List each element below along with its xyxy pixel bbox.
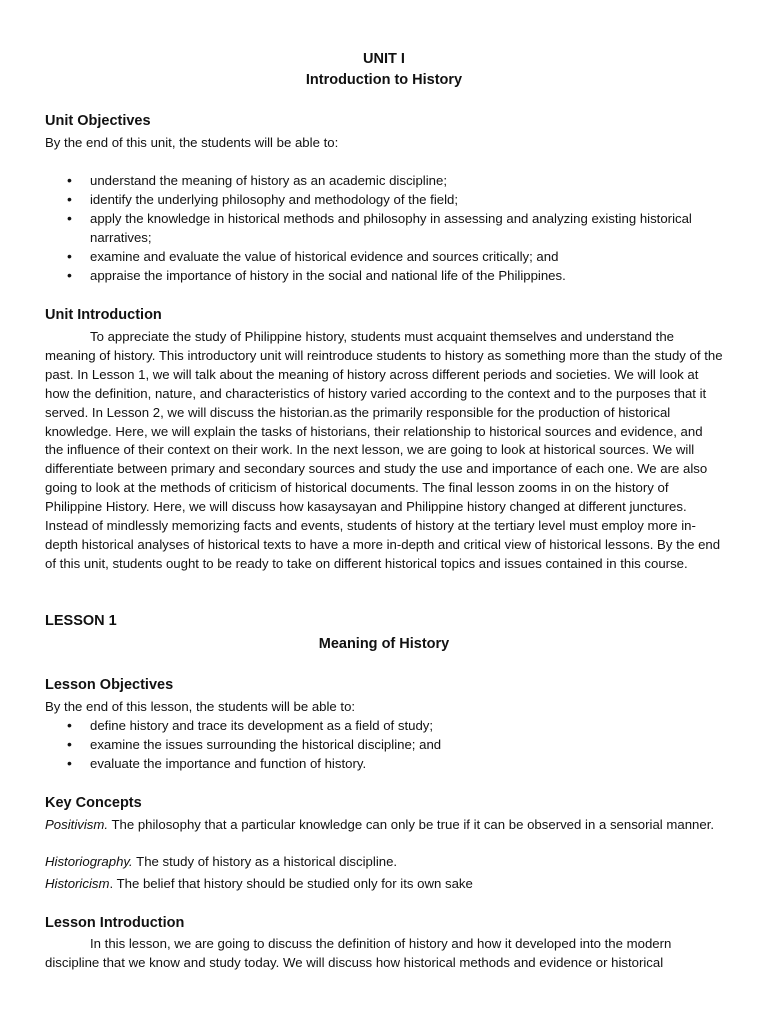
lesson-objectives-heading: Lesson Objectives: [45, 677, 174, 693]
list-item: • appraise the importance of history in the social and national life of the Philippines.: [45, 266, 725, 285]
lesson-label: LESSON 1: [45, 613, 117, 629]
key-concept-term: Historicism: [45, 876, 110, 891]
lesson-title: Meaning of History: [318, 636, 450, 652]
unit-introduction-body: [45, 328, 723, 574]
key-concept-term: Positivism.: [45, 817, 109, 832]
unit-introduction-text: To appreciate the study of Philippine history, students must acquaint themselves and understand the meaning of history. This introductory unit will reintroduce students to history as something more than the study of the past. In Lesson 1, we will talk about the meaning of history across different periods and societies. We will look at how the definition, nature, and characteristics of history varied according to the context and to the purposes that it served. In Lesson 2, we will discuss the historian.as the primarily responsible for the production of historical knowledge. Here, we will explain the tasks of historians, their relationship to historical sources and evidence, and the influence of their context on their work. In the next lesson, we are going to look at historical sources. We will differentiate between primary and secondary sources and study the use and importance of each one. We are also going to look at the methods of criticism of historical documents. The final lesson zooms in on the history of Philippine History. Here, we will discuss how kasaysayan and Philippine history changed at different junctures. Instead of mindlessly memorizing facts and events, students of history at the tertiary level must employ more in-depth historical analyses of historical texts to have a more in-depth and critical view of historical lessons. By the end of this unit, students ought to be ready to take on different historical topics and issues contained in this course.: [45, 329, 723, 571]
list-item: • identify the underlying philosophy and methodology of the field;: [45, 190, 725, 209]
key-concepts-heading: Key Concepts: [45, 795, 142, 811]
lesson-introduction-text: In this lesson, we are going to discuss the definition of history and how it developed into the modern discipline that we know and study today. We will discuss how historical methods and evidence or historical: [45, 936, 672, 970]
list-item: • examine the issues surrounding the historical discipline; and: [45, 735, 725, 754]
list-item: • define history and trace its development as a field of study;: [45, 716, 725, 735]
key-concept-definition: . The belief that history should be studied only for its own sake: [109, 876, 473, 891]
unit-introduction-heading: Unit Introduction: [45, 307, 162, 323]
unit-label: UNIT I: [363, 51, 405, 67]
unit-objectives-intro: By the end of this unit, the students will be able to:: [45, 135, 339, 150]
lesson-objectives-intro: By the end of this lesson, the students will be able to:: [45, 699, 356, 714]
key-concept-historicism: [45, 875, 725, 894]
list-item: • evaluate the importance and function of history.: [45, 754, 725, 773]
unit-title: Introduction to History: [305, 72, 463, 88]
lesson-objectives-list: [45, 716, 725, 773]
list-item: • apply the knowledge in historical methods and philosophy in assessing and analyzing existing historical narratives;: [45, 209, 725, 247]
unit-objectives-list: [45, 171, 725, 285]
key-concept-historiography: [45, 853, 725, 872]
lesson-introduction-body: [45, 935, 723, 973]
unit-objectives-heading: Unit Objectives: [45, 113, 151, 129]
list-item: • examine and evaluate the value of historical evidence and sources critically; and: [45, 247, 725, 266]
key-concept-term: Historiography.: [45, 854, 133, 869]
key-concept-definition: The philosophy that a particular knowledge can only be true if it can be observed in a sensorial manner.: [108, 817, 715, 832]
lesson-introduction-heading: Lesson Introduction: [45, 915, 185, 931]
key-concept-positivism: [45, 816, 725, 835]
list-item: • understand the meaning of history as an academic discipline;: [45, 171, 725, 190]
key-concept-definition: The study of history as a historical discipline.: [132, 854, 398, 869]
